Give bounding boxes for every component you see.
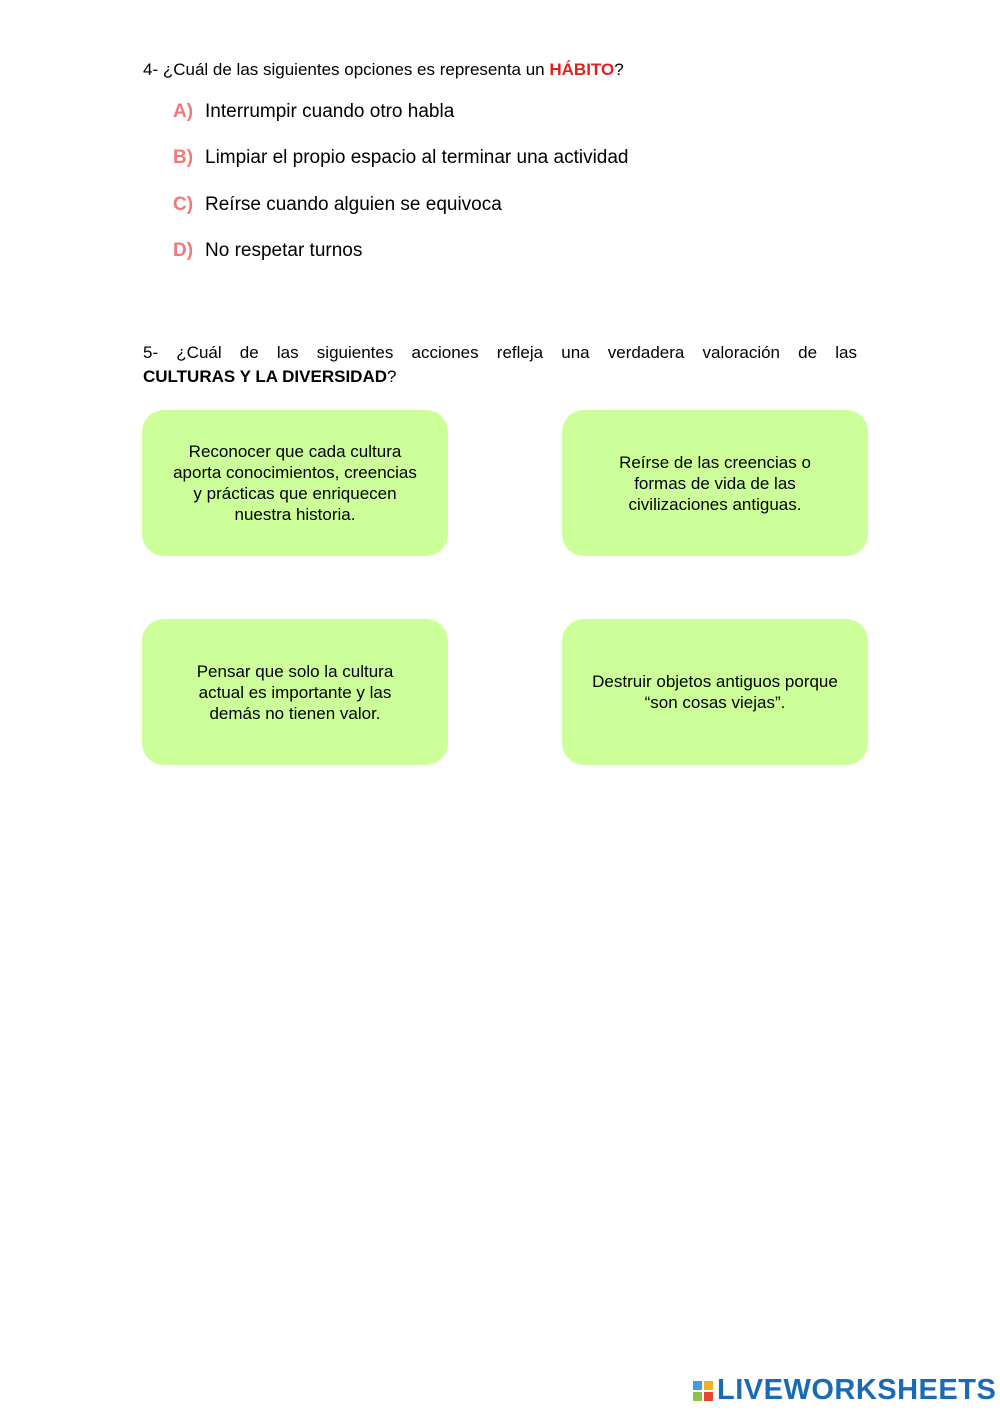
logo-text: LIVEWORKSHEETS xyxy=(717,1374,997,1406)
option-letter: A) xyxy=(173,101,194,122)
option-b[interactable] xyxy=(173,147,629,169)
question-4 xyxy=(143,60,624,80)
question-4-suffix: ? xyxy=(614,60,624,79)
option-text: Interrumpir cuando otro habla xyxy=(205,101,455,122)
answer-card-2[interactable]: Reírse de las creencias o formas de vida de las civilizaciones antiguas. xyxy=(562,410,868,556)
question-5-line2 xyxy=(143,365,396,389)
answer-card-3[interactable]: Pensar que solo la cultura actual es importante y las demás no tienen valor. xyxy=(142,619,448,765)
question-4-highlight: HÁBITO xyxy=(549,60,615,79)
logo-icon xyxy=(693,1381,713,1401)
answer-card-1[interactable]: Reconocer que cada cultura aporta conocimientos, creencias y prácticas que enriquecen nuestra historia. xyxy=(142,410,448,556)
question-4-prefix: 4- ¿Cuál de las siguientes opciones es representa un xyxy=(143,60,550,79)
option-d[interactable] xyxy=(173,240,362,262)
option-letter: B) xyxy=(173,147,194,168)
option-text: Limpiar el propio espacio al terminar una actividad xyxy=(205,147,629,168)
option-text: No respetar turnos xyxy=(205,240,363,261)
answer-card-4[interactable]: Destruir objetos antiguos porque “son cosas viejas”. xyxy=(562,619,868,765)
liveworksheets-logo xyxy=(693,1374,996,1407)
option-letter: D) xyxy=(173,240,194,261)
option-letter: C) xyxy=(173,194,194,215)
question-5-line1: 5- ¿Cuál de las siguientes acciones refleja una verdadera valoración de las xyxy=(143,343,857,362)
question-5-suffix: ? xyxy=(387,367,397,386)
question-5-bold: CULTURAS Y LA DIVERSIDAD xyxy=(143,367,388,386)
option-c[interactable] xyxy=(173,194,502,216)
option-a[interactable] xyxy=(173,101,454,123)
option-text: Reírse cuando alguien se equivoca xyxy=(205,194,502,215)
